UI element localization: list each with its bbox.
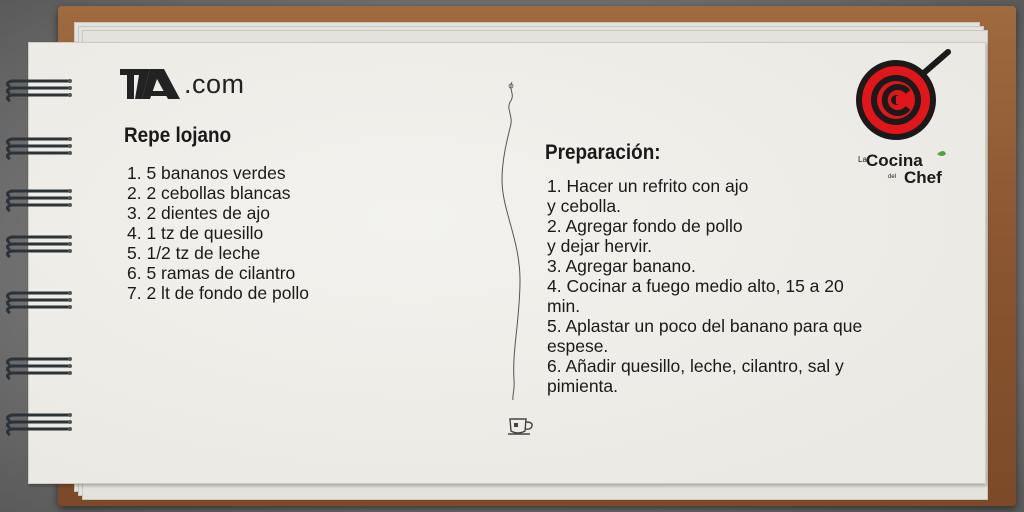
step-line: 4. Cocinar a fuego medio alto, 15 a 20 — [547, 276, 844, 296]
spiral-hole — [68, 151, 72, 155]
ingredients-list — [127, 163, 309, 303]
logo-cocina-text: Cocina — [866, 151, 923, 170]
ingredient-item: 6. 5 ramas de cilantro — [127, 263, 296, 283]
ingredient-item: 7. 2 lt de fondo de pollo — [127, 283, 309, 303]
brand-domain: .com — [184, 68, 245, 99]
spiral-hole — [68, 298, 72, 302]
spiral-hole — [68, 249, 72, 253]
step-line: 1. Hacer un refrito con ajo — [547, 176, 749, 196]
ingredient-item: 4. 1 tz de quesillo — [127, 223, 264, 243]
step-line: pimienta. — [547, 376, 619, 396]
step-line: 5. Aplastar un poco del banano para que — [547, 316, 863, 336]
ingredient-item: 3. 2 dientes de ajo — [127, 203, 271, 223]
spiral-ring — [7, 366, 70, 372]
spiral-hole — [68, 420, 72, 424]
spiral-hole — [68, 371, 72, 375]
brand-logo — [120, 66, 245, 102]
recipe-title: Repe lojano — [124, 124, 232, 147]
spiral-ring — [7, 198, 70, 204]
spiral-ring — [7, 244, 70, 250]
spiral-ring — [7, 191, 70, 197]
step-line: 2. Agregar fondo de pollo — [547, 216, 743, 236]
step-line: 3. Agregar banano. — [547, 256, 696, 276]
spiral-hole — [68, 196, 72, 200]
step-line: 6. Añadir quesillo, leche, cilantro, sal y — [547, 356, 844, 376]
logo-chef-text: Chef — [904, 168, 942, 187]
spiral-hole — [68, 189, 72, 193]
spiral-hole — [68, 137, 72, 141]
spiral-ring — [7, 139, 70, 145]
step-line: y dejar hervir. — [547, 236, 653, 256]
preparation-title: Preparación: — [545, 141, 661, 164]
step-line: min. — [547, 296, 581, 316]
logo-del-text: del — [888, 174, 897, 180]
ingredient-item: 1. 5 bananos verdes — [127, 163, 286, 183]
spiral-hole — [68, 357, 72, 361]
spiral-hole — [68, 427, 72, 431]
spiral-ring — [7, 95, 70, 101]
spiral-hole — [68, 86, 72, 90]
coffee-cup-icon — [506, 413, 536, 437]
ta-logo-mark-icon — [120, 67, 182, 101]
spiral-ring — [7, 307, 70, 313]
spiral-ring — [7, 237, 70, 243]
spiral-ring — [7, 415, 70, 421]
spiral-ring — [7, 251, 70, 257]
wavy-divider — [498, 80, 528, 400]
spiral-ring — [7, 205, 70, 211]
spiral-hole — [68, 413, 72, 417]
ingredient-item: 2. 2 cebollas blancas — [127, 183, 291, 203]
spiral-hole — [68, 305, 72, 309]
spiral-hole — [68, 364, 72, 368]
spiral-ring — [7, 300, 70, 306]
spiral-hole — [68, 144, 72, 148]
step-line: espese. — [547, 336, 609, 356]
spiral-ring — [7, 373, 70, 379]
spiral-hole — [68, 93, 72, 97]
spiral-ring — [7, 81, 70, 87]
frying-pan-logo-icon — [852, 48, 956, 188]
spiral-hole — [68, 242, 72, 246]
spiral-hole — [68, 79, 72, 83]
spiral-hole — [68, 235, 72, 239]
spiral-binding-icon — [0, 0, 80, 512]
spiral-ring — [7, 88, 70, 94]
spiral-ring — [7, 153, 70, 159]
spiral-ring — [7, 422, 70, 428]
spiral-hole — [68, 291, 72, 295]
spiral-hole — [68, 203, 72, 207]
ingredient-item: 5. 1/2 tz de leche — [127, 243, 261, 263]
preparation-steps — [547, 176, 897, 396]
step-line: y cebolla. — [547, 196, 621, 216]
spiral-ring — [7, 359, 70, 365]
logo-la-text: La — [858, 155, 867, 164]
spiral-ring — [7, 293, 70, 299]
spiral-ring — [7, 146, 70, 152]
spiral-ring — [7, 429, 70, 435]
